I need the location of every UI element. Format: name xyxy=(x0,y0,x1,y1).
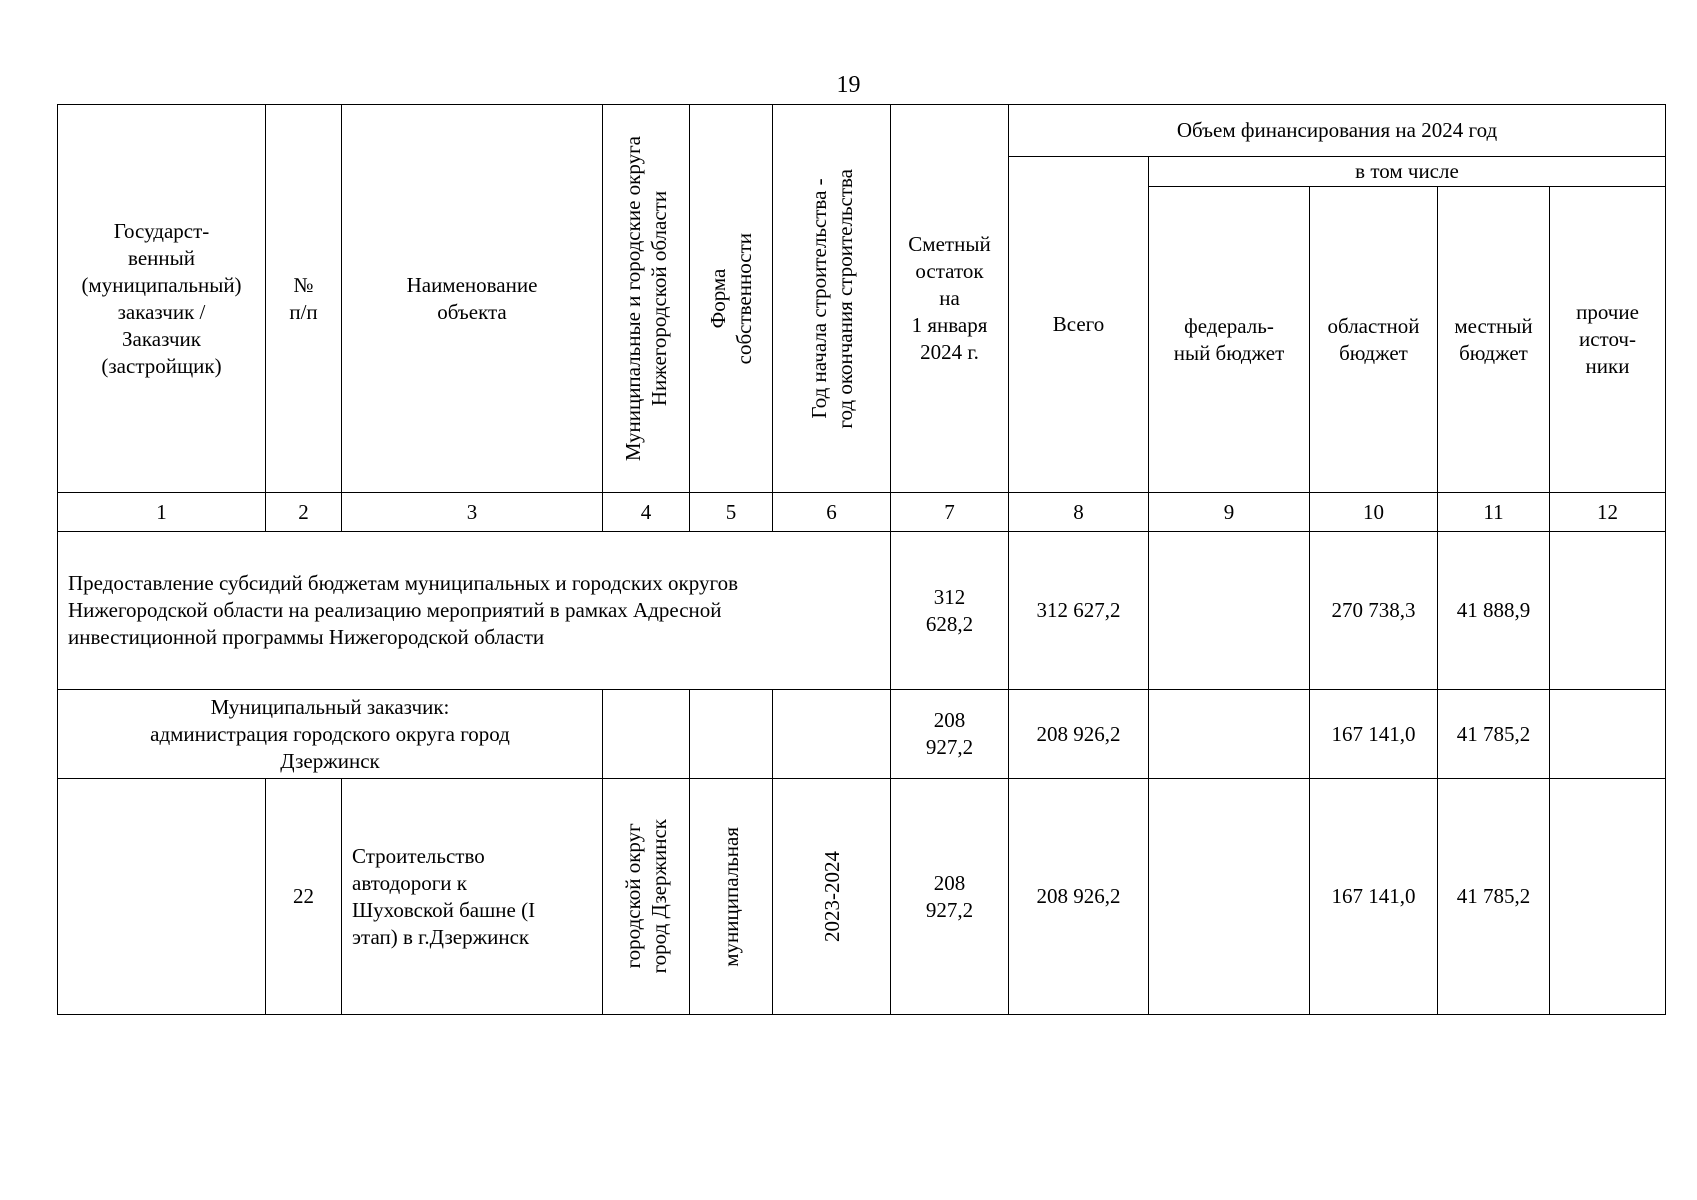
column-number: 12 xyxy=(1550,493,1666,532)
customer-regional: 167 141,0 xyxy=(1310,690,1438,779)
header-other: прочие источ- ники xyxy=(1550,187,1666,493)
column-number: 3 xyxy=(342,493,603,532)
financing-table xyxy=(57,104,1666,1015)
page-number: 19 xyxy=(836,72,861,98)
header-num: № п/п xyxy=(266,105,342,493)
column-number: 11 xyxy=(1438,493,1550,532)
header-ownership-text: Форма собственности xyxy=(706,232,756,365)
customer-estimate: 208 927,2 xyxy=(891,690,1009,779)
table-row xyxy=(58,532,1666,690)
column-number: 5 xyxy=(690,493,773,532)
summary-estimate: 312 628,2 xyxy=(891,532,1009,690)
header-districts-text: Муниципальные и городские округа Нижегородской области xyxy=(621,135,671,462)
header-districts xyxy=(603,105,690,493)
header-regional: областной бюджет xyxy=(1310,187,1438,493)
object-ownership-text: муниципальная xyxy=(719,826,743,967)
table-row xyxy=(58,690,1666,779)
object-num: 22 xyxy=(266,779,342,1015)
column-number: 6 xyxy=(773,493,891,532)
header-estimate: Сметный остаток на 1 января 2024 г. xyxy=(891,105,1009,493)
summary-local: 41 888,9 xyxy=(1438,532,1550,690)
object-years xyxy=(773,779,891,1015)
column-number: 10 xyxy=(1310,493,1438,532)
summary-federal xyxy=(1149,532,1310,690)
object-customer xyxy=(58,779,266,1015)
summary-total: 312 627,2 xyxy=(1009,532,1149,690)
summary-label: Предоставление субсидий бюджетам муниципальных и городских округов Нижегородской области на реализацию мероприятий в рамках Адресной инвестиционной программы Нижегородской области xyxy=(58,532,891,690)
object-ownership xyxy=(690,779,773,1015)
customer-label: Муниципальный заказчик: администрация городского округа город Дзержинск xyxy=(58,690,603,779)
object-name: Строительство автодороги к Шуховской башне (I этап) в г.Дзержинск xyxy=(342,779,603,1015)
customer-empty-cell xyxy=(603,690,690,779)
object-years-text: 2023-2024 xyxy=(819,851,844,942)
header-object-name: Наименование объекта xyxy=(342,105,603,493)
column-number: 7 xyxy=(891,493,1009,532)
customer-local: 41 785,2 xyxy=(1438,690,1550,779)
object-district xyxy=(603,779,690,1015)
header-customer: Государст- венный (муниципальный) заказчик / Заказчик (застройщик) xyxy=(58,105,266,493)
header-including: в том числе xyxy=(1149,157,1666,187)
column-number: 4 xyxy=(603,493,690,532)
customer-other xyxy=(1550,690,1666,779)
column-number: 1 xyxy=(58,493,266,532)
header-ownership xyxy=(690,105,773,493)
header-funding: Объем финансирования на 2024 год xyxy=(1009,105,1666,157)
header-total: Всего xyxy=(1009,157,1149,493)
customer-federal xyxy=(1149,690,1310,779)
header-federal: федераль- ный бюджет xyxy=(1149,187,1310,493)
header-years-text: Год начала строительства - год окончания строительства xyxy=(806,168,857,429)
customer-empty-cell xyxy=(773,690,891,779)
object-other xyxy=(1550,779,1666,1015)
object-district-text: городской округ город Дзержинск xyxy=(621,819,671,974)
customer-empty-cell xyxy=(690,690,773,779)
header-years xyxy=(773,105,891,493)
header-local: местный бюджет xyxy=(1438,187,1550,493)
table-row xyxy=(58,779,1666,1015)
object-federal xyxy=(1149,779,1310,1015)
object-total: 208 926,2 xyxy=(1009,779,1149,1015)
column-number: 9 xyxy=(1149,493,1310,532)
object-local: 41 785,2 xyxy=(1438,779,1550,1015)
summary-regional: 270 738,3 xyxy=(1310,532,1438,690)
object-regional: 167 141,0 xyxy=(1310,779,1438,1015)
column-number: 8 xyxy=(1009,493,1149,532)
object-estimate: 208 927,2 xyxy=(891,779,1009,1015)
customer-total: 208 926,2 xyxy=(1009,690,1149,779)
summary-other xyxy=(1550,532,1666,690)
column-number: 2 xyxy=(266,493,342,532)
